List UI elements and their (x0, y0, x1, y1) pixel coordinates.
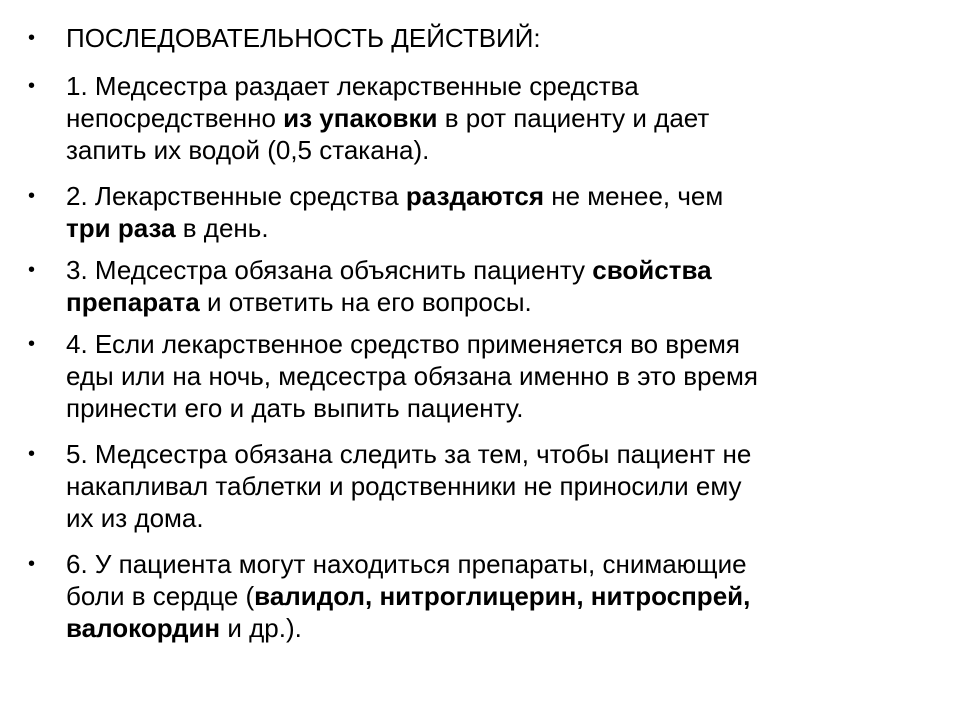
list-item-text (66, 438, 926, 534)
list-item-text (66, 254, 926, 318)
text-line (66, 254, 926, 286)
text-segment: 4. Если лекарственное средство применяется во время (66, 329, 740, 359)
text-segment: 5. Медсестра обязана следить за тем, чтобы пациент не (66, 439, 752, 469)
list-item-text (66, 22, 926, 54)
bullet-icon: • (28, 27, 36, 49)
text-segment: 6. У пациента могут находиться препараты, снимающие (66, 549, 747, 579)
list-item-text (66, 180, 926, 244)
text-segment: боли в сердце ( (66, 581, 255, 611)
text-line (66, 180, 926, 212)
text-segment: в день. (175, 213, 269, 243)
text-segment: 1. Медсестра раздает лекарственные средства (66, 71, 639, 101)
text-segment: запить их водой (0,5 стакана). (66, 135, 430, 165)
text-line (66, 612, 926, 644)
bullet-icon: • (28, 185, 36, 207)
text-line (66, 286, 926, 318)
bold-text-segment: из упаковки (283, 103, 438, 133)
text-line (66, 438, 926, 470)
text-segment: и ответить на его вопросы. (199, 287, 532, 317)
text-segment: непосредственно (66, 103, 284, 133)
list-item-text (66, 548, 926, 644)
bold-text-segment: валокордин (66, 613, 221, 643)
bold-text-segment: препарата (66, 287, 200, 317)
text-line (66, 360, 926, 392)
text-segment: не менее, чем (544, 181, 724, 211)
text-line (66, 22, 926, 54)
text-line (66, 134, 926, 166)
text-line (66, 212, 926, 244)
text-segment: накапливал таблетки и родственники не приносили ему (66, 471, 742, 501)
text-segment: в рот пациенту и дает (437, 103, 710, 133)
bullet-icon: • (28, 443, 36, 465)
text-segment: их из дома. (66, 503, 204, 533)
text-line (66, 548, 926, 580)
text-segment: принести его и дать выпить пациенту. (66, 393, 524, 423)
bold-text-segment: валидол, нитроглицерин, нитроспрей, (254, 581, 751, 611)
text-line (66, 102, 926, 134)
bullet-icon: • (28, 553, 36, 575)
list-item-text (66, 328, 926, 424)
text-line (66, 470, 926, 502)
bullet-icon: • (28, 75, 36, 97)
text-segment: и др.). (220, 613, 302, 643)
text-segment: 2. Лекарственные средства (66, 181, 406, 211)
text-line (66, 70, 926, 102)
text-segment: еды или на ночь, медсестра обязана именно в это время (66, 361, 758, 391)
text-line (66, 502, 926, 534)
bullet-icon: • (28, 333, 36, 355)
text-segment: 3. Медсестра обязана объяснить пациенту (66, 255, 593, 285)
bold-text-segment: три раза (66, 213, 176, 243)
text-line (66, 328, 926, 360)
list-item-text (66, 70, 926, 166)
text-line (66, 392, 926, 424)
text-segment: ПОСЛЕДОВАТЕЛЬНОСТЬ ДЕЙСТВИЙ: (66, 23, 541, 53)
bullet-icon: • (28, 259, 36, 281)
bold-text-segment: свойства (592, 255, 712, 285)
bold-text-segment: раздаются (405, 181, 545, 211)
text-line (66, 580, 926, 612)
